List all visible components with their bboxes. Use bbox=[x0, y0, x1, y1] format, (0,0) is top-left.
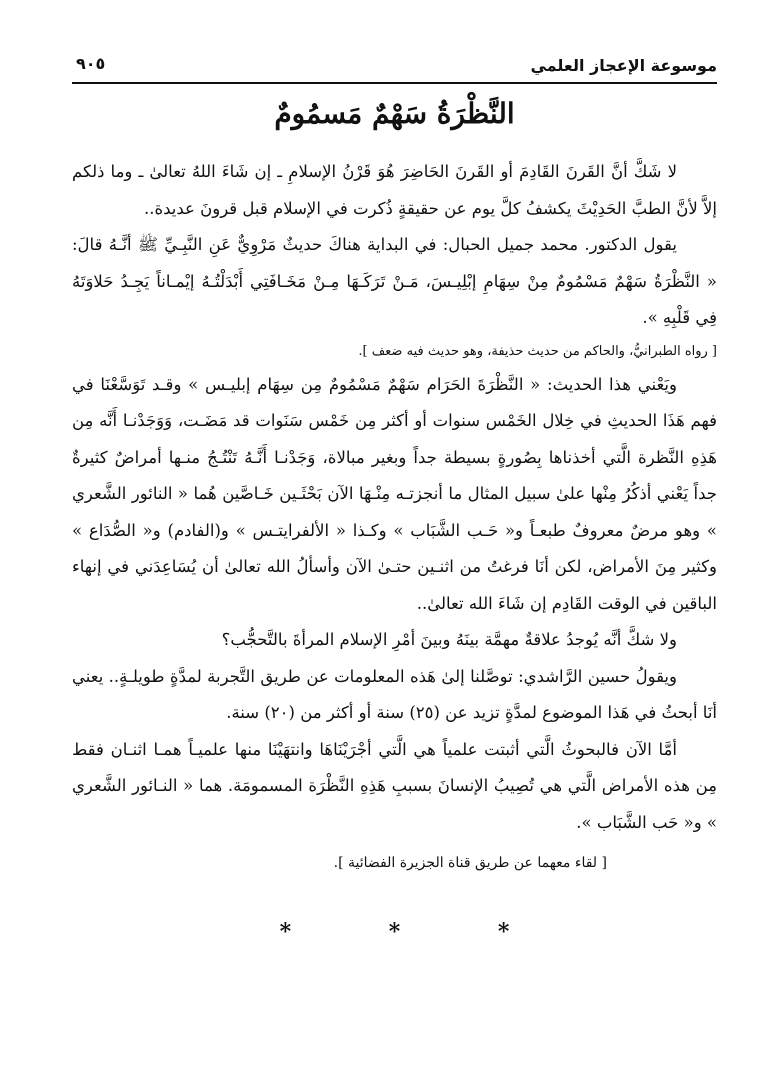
page-header bbox=[72, 48, 717, 84]
paragraph-intro: لا شَكَّ أنَّ القَرنَ القَادِمَ أو القَرنَ الحَاضِرَ هُوَ قَرْنُ الإسلامِ ـ إن شَاءَ اللهُ تعالىٰ ـ وما ذلكم إلاَّ لأنَّ الطبَّ الحَدِيْثَ يكشفُ كلَّ يوم عن حقيقةٍ ذُكرت في الإسلام قبل قرونَ عديدة.. bbox=[72, 162, 717, 218]
body-text bbox=[72, 154, 717, 841]
paragraph-research: أمَّا الآن فالبحوثُ الَّتي أثبتت علمياً هي الَّتي أجْرَيْنَاهَا وانتهَيْنَا منها علميـاً همـا اثنـان فقط مِن هذه الأمراض الَّتي هي تُصِيبُ الإنسانَ بسببِ هَذِهِ النَّظْرَة المسمومَة. هما « النـائور الشَّعري » و« حَب الشَّبَاب ». bbox=[72, 739, 717, 832]
running-header-title: موسوعة الإعجاز العلمي bbox=[530, 56, 717, 75]
chapter-title: النَّظْرَةُ سَهْمٌ مَسمُومٌ bbox=[274, 97, 515, 130]
paragraph-hijab-question: ولا شكَّ أنَّه يُوجدُ علاقةٌ مهمَّة بينَهُ وبينَ أمْرِ الإسلام المرأةَ بالتَّحجُّب؟ bbox=[221, 630, 677, 649]
paragraph-hadith: يقول الدكتور. محمد جميل الحبال: في البداية هناكَ حديثٌ مَرْوِيٌّ عَنِ النَّبِـيِّ ﷺ أنَّـهُ قالَ: « النَّظْرَةُ سَهْمٌ مَسْمُومٌ مِنْ سِهَامِ إبْلِيـسَ، مَـنْ تَرَكَـهَا مِـنْ مَخَـافَتِي أَبْدَلْتُـهُ إيْمـاناً يَجِـدُ حَلاوَتَهُ فِي قَلْبِهِ ». bbox=[72, 235, 717, 327]
hadith-citation: [ رواه الطبرانيُّ، والحاكم من حديث حذيفة، وهو حديث فيه ضعف ]. bbox=[358, 343, 717, 359]
section-separator: * * * bbox=[279, 919, 510, 945]
source-note: [ لقاء معهما عن طريق قناة الجزيرة الفضائية ]. bbox=[333, 855, 607, 871]
page-number: ٩٠٥ bbox=[76, 54, 106, 73]
document-page bbox=[72, 48, 717, 1048]
paragraph-rashidi: ويقولُ حسين الرَّاشدي: توصَّلنا إلىٰ هَذه المعلومات عن طريق التَّجربة لمدَّةٍ طويلـةٍ.. يعني أنَا أبحثُ في هَذا الموضوع لمدَّةٍ تزيد عن (٢٥) سنة أو أكثر من (٢٠) سنة. bbox=[72, 666, 717, 722]
paragraph-explanation: ويَعْني هذا الحديث: « النَّظْرَةَ الحَرَام سَهْمٌ مَسْمُومٌ مِن سِهَام إبليـس » وقـد تَوَسَّعْنَا في فهم هَذَا الحديثِ في خِلال الخَمْس سنوات أو أكثر مِن خَمْس سَنَوات قد مَضَـت، وَوَجَدْنـا أَنَّه مِن هَذِهِ النَّظرة الَّتي أخذناها بِصُورةٍ بسيطة جداً وبغير مبالاة، وَجَدْنـا أَنَّـهُ تَنْتُـجُ منـها أمراضٌ كثيرةٌ جداً يَعْني أذكُرُ مِنْها علىٰ سبيل المثال ما أنجزتـه مِنْـهَا الآن بَحْثَـين خَـاصَّين هُما « النائور الشَّعري » وهو مرضٌ معروفٌ طبعـاً و« حَـب الشَّبَاب » وكـذا « الألفرايتـس » و(الفادم) و« الصُّدَاع » وكثير مِنَ الأمراض، لكن أنَا فرغتُ من اثنـين حتـىٰ الآن وأسألُ الله تعالىٰ أن يُسَاعِدَني في إنهاء الباقين في الوقت القَادِم إن شَاءَ الله تعالىٰ.. bbox=[72, 374, 717, 613]
